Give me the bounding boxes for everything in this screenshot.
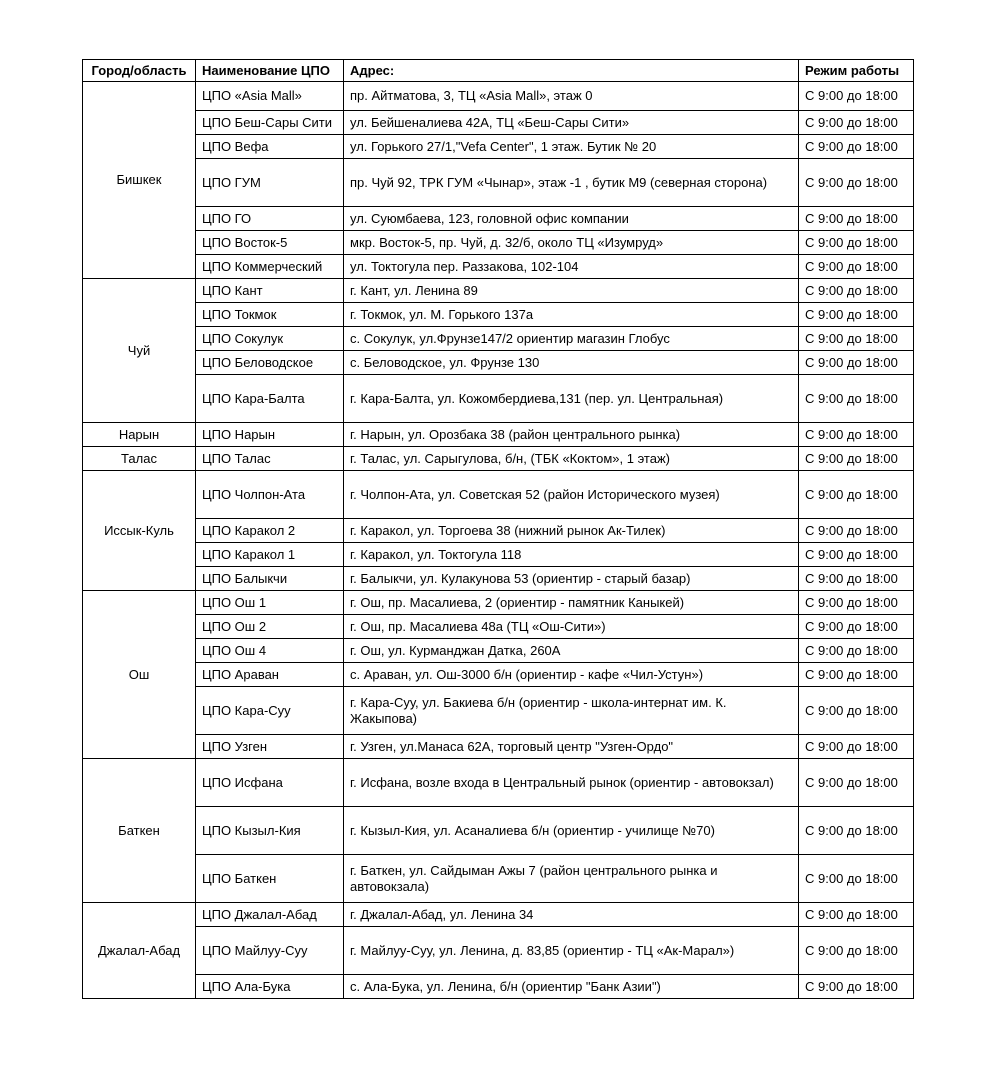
table-row xyxy=(83,327,914,351)
address-cell: ул. Токтогула пер. Раззакова, 102-104 xyxy=(344,255,799,279)
hours-cell: С 9:00 до 18:00 xyxy=(799,351,914,375)
office-name-cell: ЦПО Ош 4 xyxy=(196,639,344,663)
table-row xyxy=(83,207,914,231)
office-name-cell: ЦПО Ош 2 xyxy=(196,615,344,639)
table-row xyxy=(83,279,914,303)
address-cell: г. Джалал-Абад, ул. Ленина 34 xyxy=(344,903,799,927)
table-row xyxy=(83,255,914,279)
office-name-cell: ЦПО Восток-5 xyxy=(196,231,344,255)
header-name: Наименование ЦПО xyxy=(196,60,344,82)
hours-cell: С 9:00 до 18:00 xyxy=(799,471,914,519)
address-cell: пр. Чуй 92, ТРК ГУМ «Чынар», этаж -1 , бутик М9 (северная сторона) xyxy=(344,159,799,207)
table-row xyxy=(83,159,914,207)
hours-cell: С 9:00 до 18:00 xyxy=(799,543,914,567)
office-name-cell: ЦПО Беш-Сары Сити xyxy=(196,111,344,135)
table-row xyxy=(83,543,914,567)
hours-cell: С 9:00 до 18:00 xyxy=(799,855,914,903)
address-cell: г. Ош, пр. Масалиева, 2 (ориентир - памятник Каныкей) xyxy=(344,591,799,615)
address-cell: г. Талас, ул. Сарыгулова, б/н, (ТБК «Коктом», 1 этаж) xyxy=(344,447,799,471)
table-row xyxy=(83,615,914,639)
region-cell: Бишкек xyxy=(83,82,196,279)
table-row xyxy=(83,903,914,927)
table-row xyxy=(83,591,914,615)
address-cell: с. Беловодское, ул. Фрунзе 130 xyxy=(344,351,799,375)
hours-cell: С 9:00 до 18:00 xyxy=(799,639,914,663)
address-cell: мкр. Восток-5, пр. Чуй, д. 32/б, около ТЦ «Изумруд» xyxy=(344,231,799,255)
table-row xyxy=(83,351,914,375)
office-name-cell: ЦПО Ала-Бука xyxy=(196,975,344,999)
region-cell: Джалал-Абад xyxy=(83,903,196,999)
table-body xyxy=(83,82,914,999)
office-name-cell: ЦПО Майлуу-Суу xyxy=(196,927,344,975)
office-name-cell: ЦПО Узген xyxy=(196,735,344,759)
office-name-cell: ЦПО Чолпон-Ата xyxy=(196,471,344,519)
address-cell: г. Кант, ул. Ленина 89 xyxy=(344,279,799,303)
table-row xyxy=(83,423,914,447)
table-row xyxy=(83,471,914,519)
table-row xyxy=(83,687,914,735)
hours-cell: С 9:00 до 18:00 xyxy=(799,375,914,423)
hours-cell: С 9:00 до 18:00 xyxy=(799,735,914,759)
table-row xyxy=(83,975,914,999)
service-centers-table xyxy=(82,59,914,999)
office-name-cell: ЦПО Вефа xyxy=(196,135,344,159)
hours-cell: С 9:00 до 18:00 xyxy=(799,423,914,447)
table-header xyxy=(83,60,914,82)
region-cell: Иссык-Куль xyxy=(83,471,196,591)
office-name-cell: ЦПО Джалал-Абад xyxy=(196,903,344,927)
hours-cell: С 9:00 до 18:00 xyxy=(799,82,914,111)
address-cell: г. Нарын, ул. Орозбака 38 (район центрального рынка) xyxy=(344,423,799,447)
region-cell: Нарын xyxy=(83,423,196,447)
office-name-cell: ЦПО Коммерческий xyxy=(196,255,344,279)
address-cell: с. Ала-Бука, ул. Ленина, б/н (ориентир "Банк Азии") xyxy=(344,975,799,999)
office-name-cell: ЦПО Талас xyxy=(196,447,344,471)
hours-cell: С 9:00 до 18:00 xyxy=(799,663,914,687)
region-cell: Ош xyxy=(83,591,196,759)
office-name-cell: ЦПО Баткен xyxy=(196,855,344,903)
address-cell: г. Кара-Балта, ул. Кожомбердиева,131 (пер. ул. Центральная) xyxy=(344,375,799,423)
office-name-cell: ЦПО Балыкчи xyxy=(196,567,344,591)
header-row xyxy=(83,60,914,82)
table-row xyxy=(83,111,914,135)
table-row xyxy=(83,375,914,423)
hours-cell: С 9:00 до 18:00 xyxy=(799,519,914,543)
table-row xyxy=(83,303,914,327)
region-cell: Талас xyxy=(83,447,196,471)
hours-cell: С 9:00 до 18:00 xyxy=(799,327,914,351)
hours-cell: С 9:00 до 18:00 xyxy=(799,975,914,999)
address-cell: г. Кара-Суу, ул. Бакиева б/н (ориентир - школа-интернат им. К. Жакыпова) xyxy=(344,687,799,735)
office-name-cell: ЦПО Араван xyxy=(196,663,344,687)
hours-cell: С 9:00 до 18:00 xyxy=(799,135,914,159)
address-cell: г. Майлуу-Суу, ул. Ленина, д. 83,85 (ориентир - ТЦ «Ак-Марал») xyxy=(344,927,799,975)
address-cell: г. Ош, пр. Масалиева 48а (ТЦ «Ош-Сити») xyxy=(344,615,799,639)
hours-cell: С 9:00 до 18:00 xyxy=(799,759,914,807)
hours-cell: С 9:00 до 18:00 xyxy=(799,447,914,471)
table-row xyxy=(83,231,914,255)
office-name-cell: ЦПО Ош 1 xyxy=(196,591,344,615)
address-cell: г. Токмок, ул. М. Горького 137а xyxy=(344,303,799,327)
hours-cell: С 9:00 до 18:00 xyxy=(799,159,914,207)
address-cell: г. Исфана, возле входа в Центральный рынок (ориентир - автовокзал) xyxy=(344,759,799,807)
region-cell: Чуй xyxy=(83,279,196,423)
header-city: Город/область xyxy=(83,60,196,82)
hours-cell: С 9:00 до 18:00 xyxy=(799,807,914,855)
office-name-cell: ЦПО Беловодское xyxy=(196,351,344,375)
address-cell: г. Баткен, ул. Сайдыман Ажы 7 (район центрального рынка и автовокзала) xyxy=(344,855,799,903)
address-cell: г. Ош, ул. Курманджан Датка, 260А xyxy=(344,639,799,663)
hours-cell: С 9:00 до 18:00 xyxy=(799,687,914,735)
table-row xyxy=(83,135,914,159)
hours-cell: С 9:00 до 18:00 xyxy=(799,927,914,975)
table-row xyxy=(83,447,914,471)
table-row xyxy=(83,639,914,663)
hours-cell: С 9:00 до 18:00 xyxy=(799,567,914,591)
address-cell: г. Каракол, ул. Токтогула 118 xyxy=(344,543,799,567)
office-name-cell: ЦПО ГУМ xyxy=(196,159,344,207)
office-name-cell: ЦПО Кант xyxy=(196,279,344,303)
address-cell: пр. Айтматова, 3, ТЦ «Asia Mall», этаж 0 xyxy=(344,82,799,111)
address-cell: г. Балыкчи, ул. Кулакунова 53 (ориентир - старый базар) xyxy=(344,567,799,591)
header-address: Адрес: xyxy=(344,60,799,82)
table-row xyxy=(83,759,914,807)
hours-cell: С 9:00 до 18:00 xyxy=(799,231,914,255)
office-name-cell: ЦПО Кара-Балта xyxy=(196,375,344,423)
address-cell: г. Узген, ул.Манаса 62А, торговый центр "Узген-Ордо" xyxy=(344,735,799,759)
table-row xyxy=(83,663,914,687)
hours-cell: С 9:00 до 18:00 xyxy=(799,255,914,279)
office-name-cell: ЦПО ГО xyxy=(196,207,344,231)
address-cell: г. Каракол, ул. Торгоева 38 (нижний рынок Ак-Тилек) xyxy=(344,519,799,543)
address-cell: г. Кызыл-Кия, ул. Асаналиева б/н (ориентир - училище №70) xyxy=(344,807,799,855)
hours-cell: С 9:00 до 18:00 xyxy=(799,303,914,327)
address-cell: ул. Суюмбаева, 123, головной офис компании xyxy=(344,207,799,231)
hours-cell: С 9:00 до 18:00 xyxy=(799,111,914,135)
table-row xyxy=(83,927,914,975)
table-row xyxy=(83,735,914,759)
hours-cell: С 9:00 до 18:00 xyxy=(799,207,914,231)
hours-cell: С 9:00 до 18:00 xyxy=(799,903,914,927)
hours-cell: С 9:00 до 18:00 xyxy=(799,615,914,639)
office-name-cell: ЦПО «Asia Mall» xyxy=(196,82,344,111)
office-name-cell: ЦПО Каракол 1 xyxy=(196,543,344,567)
table-row xyxy=(83,519,914,543)
office-name-cell: ЦПО Кара-Суу xyxy=(196,687,344,735)
office-name-cell: ЦПО Токмок xyxy=(196,303,344,327)
table-row xyxy=(83,567,914,591)
table-row xyxy=(83,855,914,903)
office-name-cell: ЦПО Исфана xyxy=(196,759,344,807)
region-cell: Баткен xyxy=(83,759,196,903)
hours-cell: С 9:00 до 18:00 xyxy=(799,591,914,615)
address-cell: г. Чолпон-Ата, ул. Советская 52 (район Исторического музея) xyxy=(344,471,799,519)
address-cell: ул. Бейшеналиева 42А, ТЦ «Беш-Сары Сити» xyxy=(344,111,799,135)
address-cell: с. Сокулук, ул.Фрунзе147/2 ориентир магазин Глобус xyxy=(344,327,799,351)
hours-cell: С 9:00 до 18:00 xyxy=(799,279,914,303)
address-cell: ул. Горького 27/1,"Vefa Center", 1 этаж. Бутик № 20 xyxy=(344,135,799,159)
address-cell: с. Араван, ул. Ош-3000 б/н (ориентир - кафе «Чил-Устун») xyxy=(344,663,799,687)
table-row xyxy=(83,82,914,111)
table-row xyxy=(83,807,914,855)
office-name-cell: ЦПО Кызыл-Кия xyxy=(196,807,344,855)
office-name-cell: ЦПО Нарын xyxy=(196,423,344,447)
office-name-cell: ЦПО Сокулук xyxy=(196,327,344,351)
header-hours: Режим работы xyxy=(799,60,914,82)
office-name-cell: ЦПО Каракол 2 xyxy=(196,519,344,543)
